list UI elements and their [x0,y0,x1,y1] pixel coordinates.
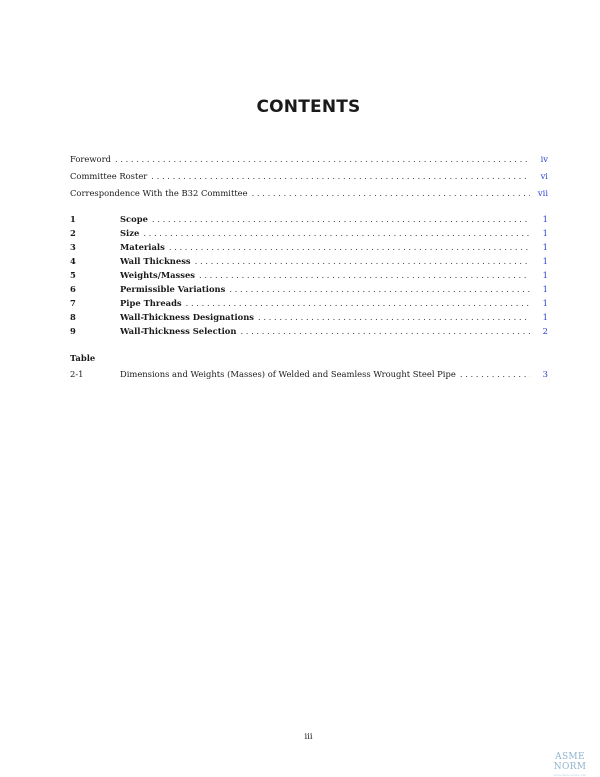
toc-section-number: 3 [70,242,76,252]
toc-section-6[interactable] [70,283,548,295]
toc-entry-label: Foreword [70,154,111,164]
toc-page-link[interactable]: 3 [542,369,548,379]
toc-entry-label: Committee Roster [70,171,148,181]
watermark-logo [542,752,598,777]
toc-section-label: Wall-Thickness Selection [120,326,237,336]
dot-leader [195,255,530,267]
dot-leader [460,368,530,380]
toc-section-5[interactable] [70,269,548,281]
toc-entry-label: Correspondence With the B32 Committee [70,188,248,198]
dot-leader [258,311,530,323]
toc-page-link[interactable]: vi [540,171,548,181]
toc-page-link[interactable]: vii [537,188,548,198]
toc-page-link[interactable]: 1 [542,228,548,238]
toc-section-number: 5 [70,270,76,280]
toc-section-4[interactable] [70,255,548,267]
toc-section-label: Materials [120,242,165,252]
tables-heading: Table [70,353,96,363]
toc-table-number: 2-1 [70,369,84,379]
watermark-brand: ASME NORM [553,752,587,772]
page-title: CONTENTS [256,97,361,117]
toc-section-label: Pipe Threads [120,298,182,308]
dot-leader [151,170,530,182]
toc-page-link[interactable]: 2 [542,326,548,336]
dot-leader [240,325,530,337]
toc-section-7[interactable] [70,297,548,309]
toc-section-number: 7 [70,298,76,308]
dot-leader [252,187,530,199]
toc-section-number: 1 [70,214,76,224]
toc-section-number: 8 [70,312,76,322]
toc-section-label: Scope [120,214,148,224]
toc-section-label: Wall-Thickness Designations [120,312,255,322]
toc-section-2[interactable] [70,227,548,239]
toc-entry-foreword[interactable] [70,153,548,165]
toc-page-link[interactable]: iv [540,154,548,164]
watermark-sub: www.asme-norm.com [553,773,587,777]
toc-page-link[interactable]: 1 [542,214,548,224]
toc-section-label: Weights/Masses [120,270,195,280]
dot-leader [152,213,530,225]
toc-table-2-1[interactable] [70,368,548,380]
toc-page-link[interactable]: 1 [542,312,548,322]
toc-section-number: 9 [70,326,76,336]
toc-section-number: 4 [70,256,76,266]
toc-section-label: Permissible Variations [120,284,226,294]
toc-section-9[interactable] [70,325,548,337]
dot-leader [143,227,530,239]
toc-section-number: 2 [70,228,76,238]
dot-leader [169,241,530,253]
toc-section-3[interactable] [70,241,548,253]
dot-leader [186,297,530,309]
toc-entry-committee-roster[interactable] [70,170,548,182]
dot-leader [115,153,530,165]
toc-section-label: Wall Thickness [120,256,191,266]
toc-page-link[interactable]: 1 [542,256,548,266]
dot-leader [229,283,530,295]
toc-section-number: 6 [70,284,76,294]
toc-section-1[interactable] [70,213,548,225]
dot-leader [199,269,530,281]
toc-table-label: Dimensions and Weights (Masses) of Welded and Seamless Wrought Steel Pipe [120,369,456,379]
toc-page-link[interactable]: 1 [542,284,548,294]
toc-page-link[interactable]: 1 [542,270,548,280]
page-number: iii [304,731,313,741]
toc-section-label: Size [120,228,140,238]
toc-section-8[interactable] [70,311,548,323]
toc-entry-correspondence[interactable] [70,187,548,199]
toc-page-link[interactable]: 1 [542,298,548,308]
toc-page-link[interactable]: 1 [542,242,548,252]
